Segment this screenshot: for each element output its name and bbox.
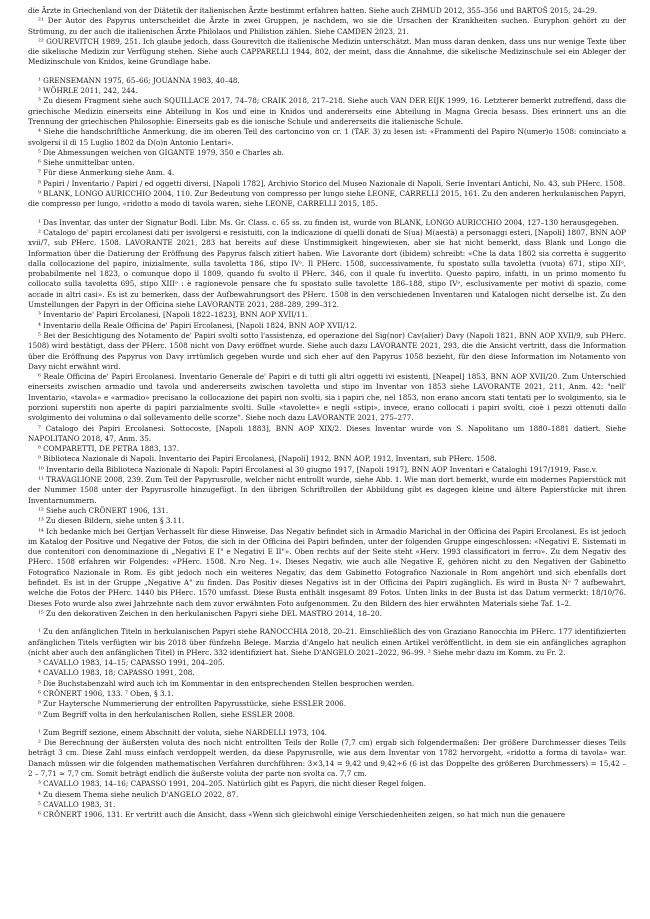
footnote: ⁹ Zum Begriff volta in den herkulanischen Rollen, siehe ESSLER 2008. [38,709,296,719]
footnote-group-separator [28,619,626,627]
footnote: ¹⁰ Inventario della Biblioteca Nazionale di Napoli: Papiri Ercolanesi al 30 giugno 1917, [Napoli 1917], BNN AOP Inventari e Cataloghi 1917/1919, Fasc.v. [38,464,598,474]
footnote-group [28,76,626,210]
footnote-group-separator [28,68,626,76]
footnote: ⁴ Siehe die handschriftliche Anmerkung, die im oberen Teil des cartoncino von cr. 1 (TAF. 3) zu lesen ist: «Frammenti del Papiro N(umer)o 1508: cominciato a svolgersi il dì 15 Luglio 1802 da D(o)n Antonio Lentari». [28,127,626,147]
footnote: ⁶ Reale Officina de' Papiri Ercolanesi. Inventario Generale de' Papiri e di tutti gli altri oggetti ivi esistenti, [Neapel] 1853, BNN AOP XVII/20. Zum Unterschied einerseits zwischen armadio und tavola und andererseits zwischen tavoletta und stipo im Inventar von 1853 siehe LAVORANTE 2021, 211, Anm. 42: "nell' Inventario, «tavola» e «armadio» precisano la collocazione dei papiri non svolti, sia i papiri che, nel 1853, non erano ancora stati tentati per lo svolgimento, sia le porzioni superstiti non aperte di papiri parzialmente svolti. Sulle «tavolette» e negli «stipi», invece, erano collocati i papiri svolti, cioè i pezzi ottenuti dallo svolgimento dei volumina o dal sollevamento delle scorze". Siehe noch dazu LAVORANTE 2021, 275–277. [28,372,626,423]
footnote: ¹¹ TRAVAGLIONE 2008, 239. Zum Teil der Papyrusrolle, welcher nicht entrollt wurde, siehe Abb. 1. Wie man dort bemerkt, wurde ein modernes Papierstück mit der Nummer 1508 unter der Papyrusrolle hinzugefügt. In den übrigen Schriftrollen der Abbildung gibt es dagegen kleine und ältere Papierstücke mit ihren Inventarnummern. [28,475,626,505]
footnote: ⁶ CRÖNERT 1906, 131. Er vertritt auch die Ansicht, dass «Wenn sich gleichwohl einige Verschiedenheiten zeigen, so hat mich nun die genauere [38,810,566,820]
footnote: ⁵ Die Abmessungen weichen von GIGANTE 1979, 350 e Charles ab. [38,147,284,157]
footnote-group-separator [28,720,626,728]
footnote: ² Catalogo de' papiri ercolanesi dati per isvolgersi e resistuiti, con la indicazione di quelli donati de S(ua) M(aestà) a personaggi esteri, [Napoli] 1807, BNN AOP xvii/7, sub PHerc. 1508. LAVORANTE 2021, 283 hat bereits auf diese Unstimmigkeit hingewiesen, aber sie hat nicht bemerkt, dass Blank und Longo die Information über die Datierung der Eröffnung des Papyrus falsch zitiert haben. Wie Lavorante dort (ibidem) schreibt: «Che la data 1802 sia corretta è suggerito dalla collocazione del papiro, inizialmente, sulla tavoletta 186, stipo IVᵒ. Il PHerc. 1508, successivamente, fu spostato sulla tavoletta (vuota) 671, stipo XIIᵒ, probabilmente nel 1823, o comunque dopo il 1809, quando fu svolto il PHerc. 346, con il quale fu invertito. Questo papiro, infatti, in un primo momento fu collocato sulla tavoletta 695, stipo XIIIᵒ : è ragionevole pensare che fu spostato sulle tavolette 186–188, stipo IVᵒ, esclusivamente per motivi di spazio, come accade in altri casi». Es ist zu bemerken, dass der Aufbewahrungsort des PHerc. 1508 in den verschiedenen Inventaren und Katalogen nicht derselbe ist. Zu den Umstellungen der Papyri in der Officina siehe LAVORANTE 2021, 288–289, 299–312. [28,227,626,310]
footnote: ⁴ Inventario della Reale Officina de' Papiri Ercolanesi, [Napoli 1824, BNN AOP XVII/12. [38,320,357,330]
footnote: ⁶ CRÖNERT 1906, 133. ⁷ Oben, § 3.1. [38,689,174,698]
footnote: ⁵ Die Buchstabenzahl wird auch ich im Kommentar in den entsprechenden Stellen besprochen werden. [38,678,415,688]
footnote: ⁴ Zu diesem Thema siehe neulich D'ANGELO 2022, 87. [38,789,239,799]
footnote: ¹⁵ Zu den dekorativen Zeichen in den herkulanischen Papyri siehe DEL MASTRO 2014, 18–20. [38,608,382,618]
footnotes-page [28,6,626,821]
footnote-group-separator [28,210,626,218]
footnote: ¹ Zum Begriff sezione, einem Abschnitt der voluta, siehe NARDELLI 1973, 104. [38,727,328,737]
footnote: ⁵ CAVALLO 1983, 31. [38,799,116,809]
footnote: ⁴ CAVALLO 1983, 18; CAPASSO 1991, 208. [38,668,195,678]
footnote: ³ CAVALLO 1983, 14–16; CAPASSO 1991, 204–205. Natürlich gibt es Papyri, die nicht dieser Regel folgen. [38,779,426,789]
footnote-group [28,627,626,720]
footnote: ¹³ Zu diesen Bildern, siehe unten § 3.11. [38,516,185,526]
footnote: ¹² Siehe auch CRÖNERT 1906, 131. [38,505,169,515]
footnote-group [28,728,626,821]
footnote: ⁹ Biblioteca Nazionale di Napoli. Inventario dei Papiri Ercolanesi, [Napoli] 1912, BNN AOP, 1912, Inventari, sub PHerc. 1508. [38,454,497,464]
footnote: ¹⁴ Ich bedanke mich bei Gertjan Verhasselt für diese Hinweise. Das Negativ befindet sich in Armadio Marichal in der Officina dei Papiri Ercolanesi. Es ist jedoch im Katalog der Positive und Negative der Fotos, die sich in der Officina dei Papiri befinden, unter der folgenden Gruppe eingeschlossen: «Negativi E. Sistemati in due contenitori con denominazione di „Negativi E I" e Negativi E II"». Oben rechts auf der Seite steht «Herv. 1993 classificatori in ferro». Zu dem Negativ des PHerc. 1508 erfahren wir Folgendes: «PHerc. 1508. N.ro Neg. 1». Dieses Negativ, wie auch alle Negative E, gehören nicht zu den Negativen der Gabinetto Fotografico Nazionale in Rom. Es gibt jedoch noch ein weiteres Negativ, das dem Gabinetto Fotografico Nazionale in Rom angehört und sich ebenfalls dort befindet. Es ist in der Gruppe „Negative A" zu finden. Das Positiv dieses Negativs ist in der Officina dei Papiri zugänglich. Es wird in Busta Nᵒ 7 aufbewahrt, welche die Fotos der PHerc. 1440 bis PHerc. 1570 umfasst. Diese Busta enthält insgesamt 89 Fotos. Unten links in der Busta ist das Datum vermerkt: 18/10/76. Dieses Foto wurde also zwei Jahrzehnte nach dem zuvor erwähnten Foto aufgenommen. Zu den Bildern des hier erwähnten Materials siehe Taf. 1–2. [28,526,626,608]
footnote: ⁹ BLANK, LONGO AURICCHIO 2004, 110. Zur Bedeutung von compresso per lungo siehe LEONE, CARRELLI 2015, 161. Zu den anderen herkulanischen Papyri, die compresso per lungo, «ridotto a modo di tavola waren, siehe LEONE, CARRELLI 2015, 185. [28,189,626,209]
footnote: ⁷ Für diese Anmerkung siehe Anm. 4. [38,168,175,178]
footnote: ¹ Zu den anfänglichen Titeln in herkulanischen Papyri siehe RANOCCHIA 2018, 20–21. Einschließlich des von Graziano Ranocchia im PHerc. 177 identifizierten anfänglichen Titels verfügten wir bis 2018 über fünfzehn Belege. Marzia d'Angelo hat neulich einen Artikel veröffentlicht, in dem sie ein anfängliches agraphon (nicht aber auch den anfänglichen Titel) in PHerc. 332 identifiziert hat. Siehe D'ANGELO 2021–2022, 96–99. ² Siehe mehr dazu im Komm. zu Fr. 2. [28,627,626,657]
footnote: ³ CAVALLO 1983, 14–15; CAPASSO 1991, 204–205. [38,658,225,668]
footnote: ² Die Berechnung der äußersten voluta des noch nicht entrollten Teils der Rolle (7,7 cm) ergab sich folgendermaßen: Der größere Durchmesser dieses Teils beträgt 3 cm. Diese Zahl muss einfach verdoppelt werden, da diese Papyrusrolle, wie aus dem Inventar von 1782 hervorgeht, «ridotto a forma di tavola» war. Danach müssen wir die folgenden mathematischen Verfahren durchführen: 3×3,14 = 9,42 und 9,42÷6 (6 ist das Doppelte des größeren Durchmessers) = 15,42 – 2 – 7,71 ≈ 7,7 cm. Somit beträgt endlich die äußerste voluta der parte non svolta ca. 7,7 cm. [28,738,626,779]
footnote-group [28,6,626,68]
footnote: ⁷ Catalogo dei Papiri Ercolanesi. Sottocoste, [Napoli 1883], BNN AOP XIX/2. Dieses Inventar wurde von S. Napolitano um 1880–1881 datiert. Siehe NAPOLITANO 2018, 47, Anm. 35. [28,423,626,443]
footnote: ⁸ COMPARETTI, DE PETRA 1883, 137. [38,444,179,454]
footnote: ² WÖHRLE 2011, 242, 244. [38,86,138,96]
footnote: ¹ GRENSEMANN 1975, 65–66; JOUANNA 1983, 40–48. [38,75,240,85]
footnote: ⁸ Zur Haytersche Nummerierung der entrollten Papyrusstücke, siehe ESSLER 2006. [38,699,347,709]
footnote: die Ärzte in Griechenland von der Diätetik der italienischen Ärzte bestimmt erfahren hatten. Siehe auch ZHMUD 2012, 355–356 und BARTOŠ 2015, 24–29. [28,6,597,15]
footnote-group [28,218,626,620]
footnote: ²² GOUREVITCH 1989, 251. Ich glaube jedoch, dass Gourevitch die italienische Medizin unterschätzt. Man muss daran denken, dass uns nur wenige Texte über die sikelische Medizin zur Verfügung stehen. Siehe auch CAPPARELLI 1944, 802, der meint, dass die Annahme, die sikelische Medizinschule sei ein Ableger der Medizinschule von Knidos, keine Grundlage habe. [28,36,626,67]
footnote: ¹ Das Inventar, das unter der Signatur Bodl. Libr. Ms. Gr. Class. c. 65 ss. zu finden ist, wurde von BLANK, LONGO AURICCHIO 2004, 127–130 herausgegeben. [38,217,619,227]
footnote: ⁶ Siehe unmittelbar unten. [38,158,135,168]
footnote: ⁵ Bei der Besichtigung des Notamento de' Papiri svolti sotto l'assistenza, ed operazione del Sig(nor) Cav(alier) Davy (Napoli 1821, BNN AOP XVII/9, sub PHerc. 1508) wird bestätigt, dass der PHerc. 1508 nicht von Davy eröffnet wurde. Siehe auch dazu LAVORANTE 2021, 293, die die Ansicht vertritt, dass die Information über die Eröffnung des Papyrus von Davy irrtümlich gegeben wurde und sich eher auf den Papyrus 1058 bezieht, für den diese Information im Notamento von Davy nicht erwähnt wird. [28,330,626,371]
footnote: ³ Zu diesem Fragment siehe auch SQUILLACE 2017, 74–78; CRAIK 2018, 217–218. Siehe auch VAN DER EIJK 1999, 16. Letzterer bemerkt zutreffend, dass die griechische Medizin einerseits eine Abteilung in Kos und eine in Knidos und andererseits eine Abteilung in Magna Grecia besass. Dies erinnert uns an die Trennung der griechischen Philosophie: Einerseits gab es die ionische Schule und andererseits die italienische Schule. [28,96,626,126]
footnote: ²¹ Der Autor des Papyrus unterscheidet die Ärzte in zwei Gruppen, je nachdem, wo sie die Ursachen der Krankheiten suchen. Euryphon gehört zu der Strömung, zu der auch die italienischen Ärzte Philolaos und Philistion zählen. Siehe CAMDEN 2023, 21. [28,16,626,36]
footnote: ⁸ Papiri / Inventario / Papiri / ed oggetti diversi, [Napoli 1782], Archivio Storico del Museo Nazionale di Napoli, Serie Inventari Antichi, No. 43, sub PHerc. 1508. [38,178,626,188]
footnote: ³ Inventario de' Papiri Ercolanesi, [Napoli 1822–1823], BNN AOP XVII/11. [38,310,308,320]
